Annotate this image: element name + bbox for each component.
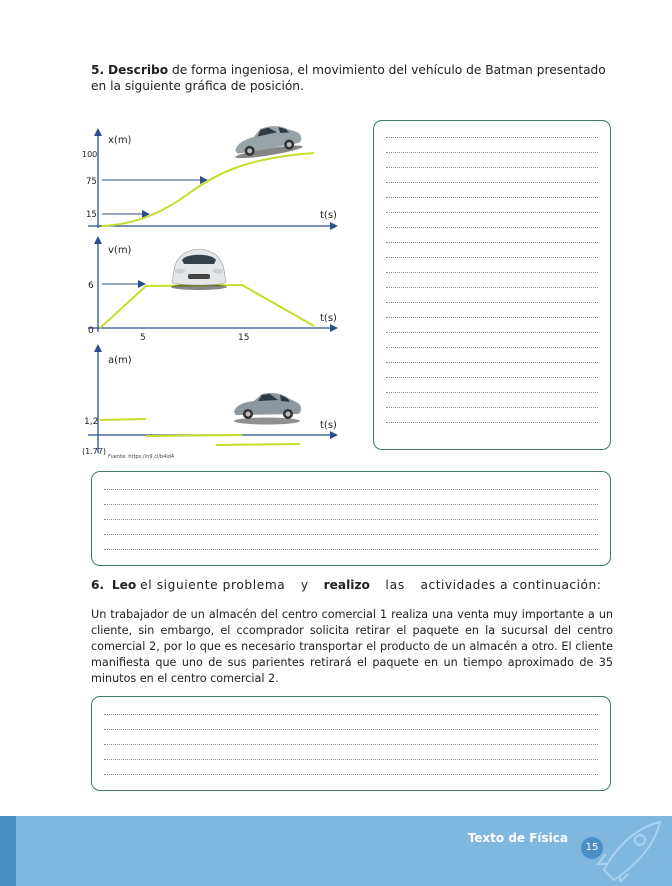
rocket-icon	[594, 820, 664, 882]
question-6-number: 6.	[91, 578, 105, 592]
question-5-text: de forma ingeniosa, el movimiento del vehículo de Batman presentado en la siguiente gráfica de posición.	[91, 63, 606, 93]
acceleration-graph	[82, 346, 337, 460]
answer-box-graph[interactable]	[373, 120, 611, 450]
position-curve	[102, 153, 314, 226]
car-image-2	[171, 249, 227, 290]
question-5-verb: Describo	[108, 63, 169, 77]
acceleration-tick-neg: (1.77)	[82, 447, 107, 456]
position-tick-15: 15	[86, 210, 97, 220]
position-tick-100: 100	[82, 150, 98, 159]
question-6-text-2: y	[300, 578, 309, 592]
question-6-text-1: el siguiente problema	[140, 578, 286, 592]
car-image-3	[234, 393, 301, 424]
answer-box-description[interactable]	[91, 471, 611, 566]
page-number: 15	[581, 837, 603, 859]
answer-box-problem[interactable]	[91, 696, 611, 791]
question-6-text-4: actividades a continuación:	[420, 578, 602, 592]
question-6-text-3: las	[385, 578, 406, 592]
footer-accent-strip	[0, 816, 16, 886]
acceleration-segment-1	[100, 419, 146, 420]
position-ylabel: x(m)	[108, 135, 132, 146]
velocity-tick-6: 6	[88, 281, 94, 291]
velocity-curve	[100, 285, 314, 328]
velocity-tick-0: 0	[88, 326, 94, 336]
question-6-verb-realizo: realizo	[323, 578, 370, 592]
question-5-number: 5.	[91, 63, 105, 77]
velocity-tick-15: 15	[238, 333, 250, 343]
acceleration-xlabel: t(s)	[320, 420, 337, 431]
page-footer	[0, 816, 672, 886]
footer-title: Texto de Física	[467, 831, 568, 845]
question-6-verb-leo: Leo	[111, 578, 137, 592]
velocity-xlabel: t(s)	[320, 313, 337, 324]
velocity-ylabel: v(m)	[108, 245, 132, 256]
acceleration-segment-2	[146, 435, 242, 436]
image-source: Fuente: https://n9.cl/b4id4	[108, 454, 175, 460]
motion-graphs	[78, 118, 368, 463]
question-6	[91, 578, 621, 592]
question-5	[91, 62, 611, 94]
position-xlabel: t(s)	[320, 210, 337, 221]
velocity-tick-5: 5	[140, 333, 146, 343]
acceleration-ylabel: a(m)	[108, 355, 132, 366]
acceleration-segment-3	[216, 444, 300, 445]
acceleration-tick-1-2: 1,2	[84, 417, 99, 427]
position-tick-75: 75	[86, 177, 97, 187]
problem-text: Un trabajador de un almacén del centro comercial 1 realiza una venta muy importante a un cliente, sin embargo, el ccomprador solicita retirar el paquete en la sucursal del centro comercial 2, por lo que es necesario transportar el producto de un almacén a otro. El cliente manifiesta que uno de sus parientes retirará el paquete en un tiempo aproximado de 35 minutos en el centro comercial 2.	[91, 608, 613, 685]
velocity-graph	[88, 238, 337, 343]
position-graph	[82, 122, 337, 228]
